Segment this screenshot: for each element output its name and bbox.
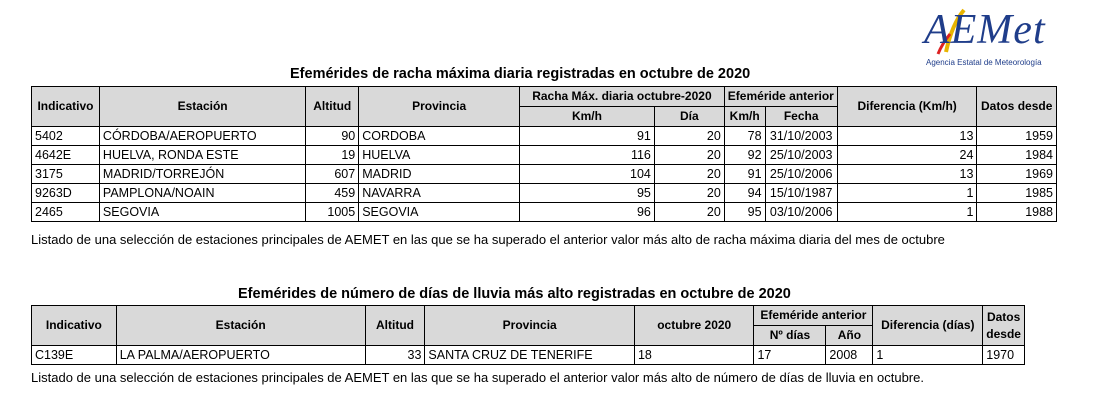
cell-alt: 1005 (306, 203, 359, 222)
table2-title: Efemérides de número de días de lluvia más alto registradas en octubre de 2020 (238, 286, 791, 302)
cell-anio: 2008 (826, 346, 873, 365)
cell-ind: 4642E (32, 146, 100, 165)
table-row (32, 127, 1057, 146)
cell-desde: 1985 (977, 184, 1057, 203)
cell-est: PAMPLONA/NOAIN (99, 184, 305, 203)
cell-alt: 33 (365, 346, 425, 365)
cell-est: MADRID/TORREJÓN (99, 165, 305, 184)
logo-subtitle: Agencia Estatal de Meteorología (926, 58, 1042, 67)
cell-fecha: 03/10/2006 (765, 203, 837, 222)
cell-oct: 18 (634, 346, 754, 365)
header-altitud: Altitud (365, 306, 425, 346)
table1-title: Efemérides de racha máxima diaria registradas en octubre de 2020 (290, 66, 751, 82)
cell-ind: 2465 (32, 203, 100, 222)
cell-est: LA PALMA/AEROPUERTO (116, 346, 365, 365)
cell-fecha: 25/10/2003 (765, 146, 837, 165)
cell-desde: 1984 (977, 146, 1057, 165)
logo-wordmark: AEMet (924, 7, 1046, 53)
cell-ind: C139E (32, 346, 117, 365)
cell-prov: MADRID (359, 165, 520, 184)
header-octubre-2020: octubre 2020 (634, 306, 754, 346)
cell-ind: 3175 (32, 165, 100, 184)
cell-dia: 20 (654, 203, 724, 222)
cell-alt: 19 (306, 146, 359, 165)
header-provincia: Provincia (359, 87, 520, 127)
cell-fecha: 25/10/2006 (765, 165, 837, 184)
cell-ekmh: 91 (724, 165, 765, 184)
cell-prov: NAVARRA (359, 184, 520, 203)
table-row (32, 203, 1057, 222)
cell-prov: SANTA CRUZ DE TENERIFE (425, 346, 635, 365)
cell-ekmh: 95 (724, 203, 765, 222)
header-datos-desde: Datos desde (977, 87, 1057, 127)
cell-dif: 13 (837, 127, 977, 146)
racha-table (31, 86, 1057, 222)
cell-dif: 1 (873, 346, 983, 365)
cell-kmh: 96 (520, 203, 655, 222)
cell-desde: 1969 (977, 165, 1057, 184)
cell-dia: 20 (654, 165, 724, 184)
aemet-logo (916, 4, 1056, 74)
cell-dif: 24 (837, 146, 977, 165)
cell-fecha: 31/10/2003 (765, 127, 837, 146)
cell-prov: HUELVA (359, 146, 520, 165)
header-indicativo: Indicativo (32, 306, 117, 346)
cell-kmh: 104 (520, 165, 655, 184)
cell-dia: 20 (654, 127, 724, 146)
header-indicativo: Indicativo (32, 87, 100, 127)
header-racha-group: Racha Máx. diaria octubre-2020 (520, 87, 725, 107)
header-datos-desde: Datos desde (983, 306, 1025, 346)
cell-ind: 5402 (32, 127, 100, 146)
header-fecha: Fecha (765, 107, 837, 127)
cell-prov: CORDOBA (359, 127, 520, 146)
cell-alt: 607 (306, 165, 359, 184)
table1-note: Listado de una selección de estaciones principales de AEMET en las que se ha superado el anterior valor más alto de racha máxima diaria del mes de octubre (31, 232, 945, 247)
header-dia: Día (654, 107, 724, 127)
cell-est: CÓRDOBA/AEROPUERTO (99, 127, 305, 146)
cell-ekmh: 92 (724, 146, 765, 165)
table2-note: Listado de una selección de estaciones principales de AEMET en las que se ha superado el anterior valor más alto de número de días de lluvia en octubre. (31, 370, 924, 385)
header-diferencia: Diferencia (días) (873, 306, 983, 346)
table-row (32, 146, 1057, 165)
header-altitud: Altitud (306, 87, 359, 127)
header-efemeride-kmh: Km/h (724, 107, 765, 127)
table-row (32, 346, 1025, 365)
table-header-row (32, 87, 1057, 107)
header-provincia: Provincia (425, 306, 635, 346)
lluvia-table (31, 305, 1025, 365)
cell-kmh: 116 (520, 146, 655, 165)
cell-prov: SEGOVIA (359, 203, 520, 222)
cell-desde: 1959 (977, 127, 1057, 146)
table-row (32, 165, 1057, 184)
cell-ind: 9263D (32, 184, 100, 203)
cell-dif: 1 (837, 203, 977, 222)
cell-kmh: 95 (520, 184, 655, 203)
cell-dif: 1 (837, 184, 977, 203)
header-estacion: Estación (116, 306, 365, 346)
cell-kmh: 91 (520, 127, 655, 146)
cell-desde: 1970 (983, 346, 1025, 365)
header-kmh: Km/h (520, 107, 655, 127)
cell-dia: 20 (654, 184, 724, 203)
cell-fecha: 15/10/1987 (765, 184, 837, 203)
header-anio: Año (826, 326, 873, 346)
table-header-row (32, 306, 1025, 326)
header-estacion: Estación (99, 87, 305, 127)
cell-dia: 20 (654, 146, 724, 165)
header-diferencia: Diferencia (Km/h) (837, 87, 977, 127)
cell-ekmh: 78 (724, 127, 765, 146)
header-efemeride-group: Efeméride anterior (754, 306, 873, 326)
cell-alt: 459 (306, 184, 359, 203)
table-row (32, 184, 1057, 203)
cell-ndias: 17 (754, 346, 826, 365)
header-ndias: Nº días (754, 326, 826, 346)
cell-desde: 1988 (977, 203, 1057, 222)
cell-dif: 13 (837, 165, 977, 184)
cell-ekmh: 94 (724, 184, 765, 203)
header-efemeride-group: Efeméride anterior (724, 87, 837, 107)
cell-est: SEGOVIA (99, 203, 305, 222)
cell-est: HUELVA, RONDA ESTE (99, 146, 305, 165)
cell-alt: 90 (306, 127, 359, 146)
